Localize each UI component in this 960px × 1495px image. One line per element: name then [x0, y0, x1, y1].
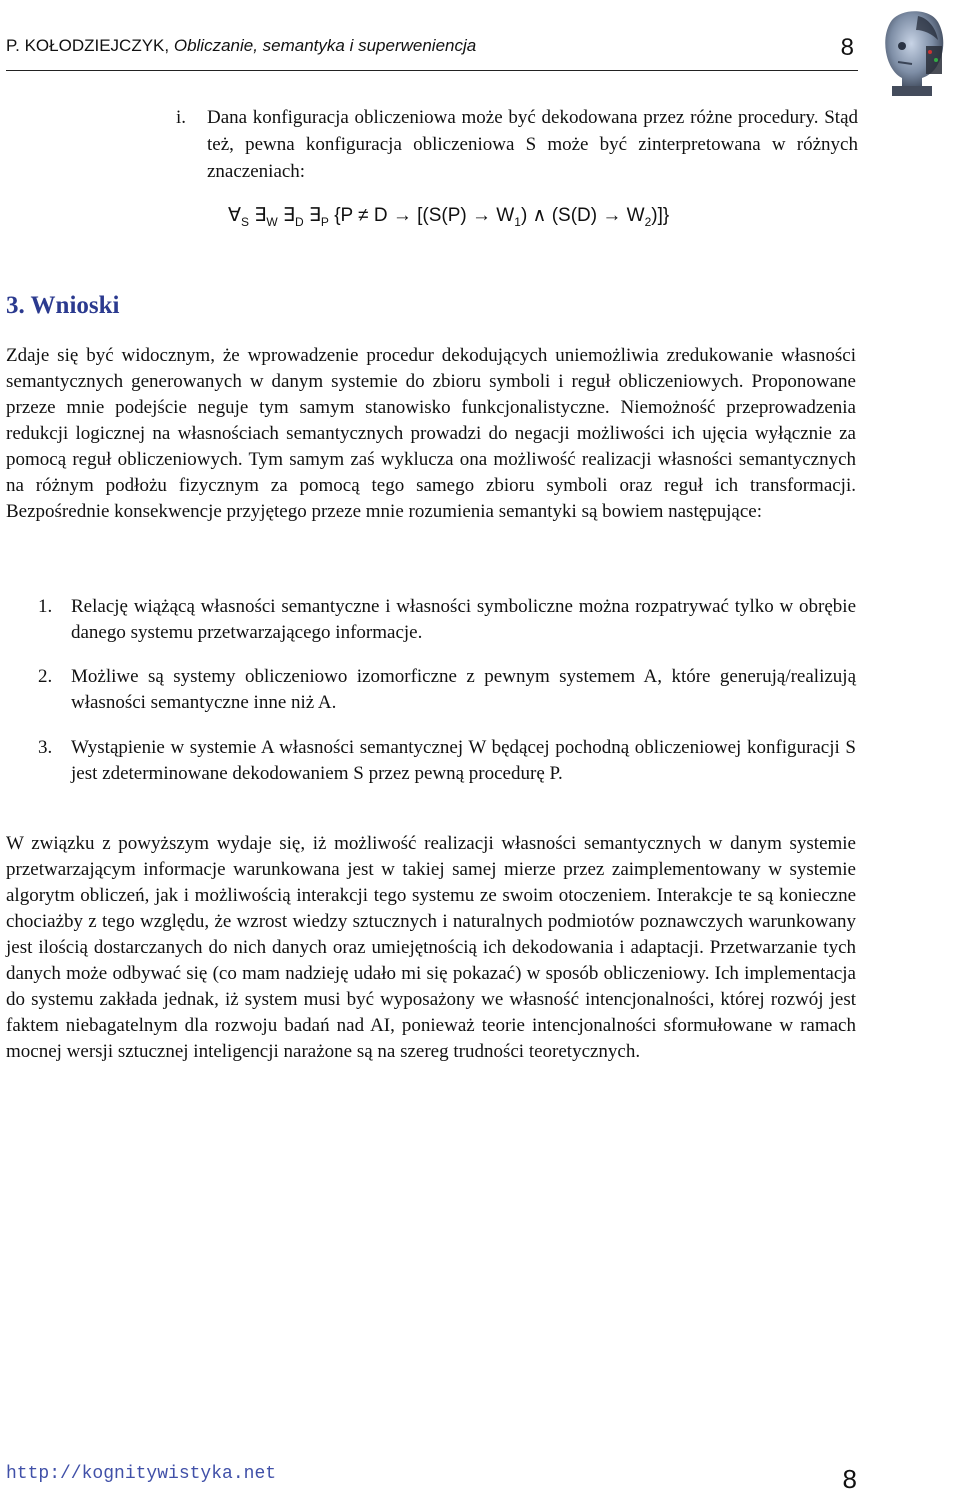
footer-page-number: 8 — [842, 1464, 857, 1494]
list-item — [38, 735, 856, 787]
running-head — [6, 36, 476, 56]
header-author: P. KOŁODZIEJCZYK, — [6, 36, 174, 55]
header-page-number: 8 — [840, 34, 854, 61]
list-marker: i. — [176, 107, 187, 128]
paragraph-final: W związku z powyższym wydaje się, iż możliwość realizacji własności semantycznych w danym systemie przetwarzającym informacje warunkowana jest w takiej samej mierze przez zaimplementowany w systemie algorytm obliczeń, jak i możliwością interakcji tego systemu ze swoim otoczeniem. Interakcje te są konieczne chociażby z tego względu, że wzrost wiedzy sztucznych i naturalnych podmiotów poznawczych warunkowany jest ilością dostarczanych do nich danych oraz umiejętnością ich dekodowania i adaptacji. Przetwarzanie tych danych może odbywać się (co mam nadzieję udało mi się pokazać) w sposób obliczeniowy. Ich implementacja do systemu zakłada jednak, iż system musi być wyposażony we własność intencjonalności, której rozwój jest faktem niebagatelnym dla rozwoju badań nad AI, ponieważ teorie intencjonalności sformułowane w ramach mocnej wersji sztucznej inteligencji narażone są na szereg trudności teoretycznych. — [6, 833, 856, 1062]
list-item-text: Możliwe są systemy obliczeniowo izomorficzne z pewnym systemem A, które generują/realizują własności semantyczne inne niż A. — [71, 666, 856, 713]
list-item-i — [176, 104, 858, 185]
list-number: 2. — [38, 666, 53, 687]
list-item — [38, 594, 856, 646]
paragraph-conclusions: Zdaje się być widocznym, że wprowadzenie procedur dekodujących uniemożliwia zredukowanie własności semantycznych generowanych w danym systemie do zbioru symboli i reguł obliczeniowych. Proponowane przeze mnie podejście neguje tym samym stanowisko funkcjonalistyczne. Niemożność przeprowadzenia redukcji logicznej na własnościach semantycznych prowadzi do negacji możliwości ich ujęcia wyłącznie za pomocą reguł obliczeniowych. Tym samym zaś wyklucza ona możliwość realizacji własności semantycznych na różnym podłożu fizycznym za pomocą tego samego zbioru symboli oraz reguł ich transformacji. Bezpośrednie konsekwencje przyjętego przeze mnie rozumienia semantyki są bowiem następujące: — [6, 345, 856, 522]
list-number: 3. — [38, 737, 53, 758]
list-item — [38, 664, 856, 716]
section-heading: 3. Wnioski — [6, 292, 120, 319]
header-title: Obliczanie, semantyka i superweniencja — [173, 36, 477, 55]
page-header — [6, 36, 858, 71]
logic-formula: $\forall_S$ $\exists_W$ $\exists_D$ $\exists_P$ {$P \ne D \to [(S(P) \to W_1)$ ∧ $(S(D) \to W_2)$]} — [228, 205, 670, 229]
robot-head-icon — [872, 6, 956, 98]
list-item-text: Relację wiążącą własności semantyczne i własności symboliczne można rozpatrywać tylko w obrębie danego systemu przetwarzającego informacje. — [71, 596, 856, 643]
list-item-text: Wystąpienie w systemie A własności semantycznej W będącej pochodną obliczeniowej konfiguracji S jest zdeterminowane dekodowaniem S przez pewną procedurę P. — [71, 737, 856, 784]
list-item-text: Dana konfiguracja obliczeniowa może być dekodowana przez różne procedury. Stąd też, pewna konfiguracja obliczeniowa S może być zinterpretowana w różnych znaczeniach: — [207, 107, 858, 182]
list-number: 1. — [38, 596, 53, 617]
footer-link[interactable]: http://kognitywistyka.net — [6, 1464, 277, 1484]
